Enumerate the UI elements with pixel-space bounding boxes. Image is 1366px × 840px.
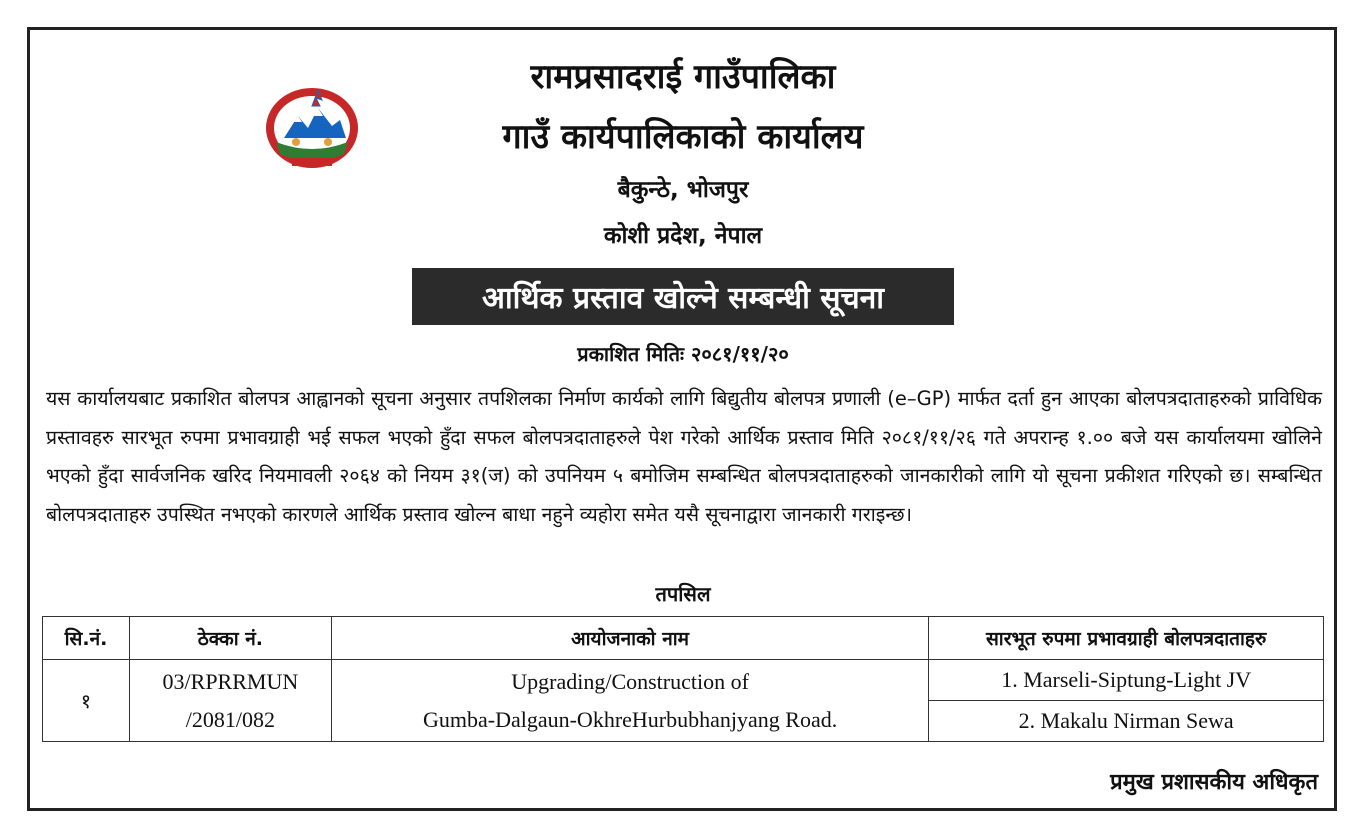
row-project-name (331, 660, 929, 742)
project-line-2: Gumba-Dalgaun-OkhreHurbubhanjyang Road. (422, 706, 838, 732)
signatory: प्रमुख प्रशासकीय अधिकृत (1110, 770, 1318, 795)
project-line-1: Upgrading/Construction of (511, 668, 749, 694)
office-name: गाउँ कार्यपालिकाको कार्यालय (502, 117, 864, 157)
address-line-2: कोशी प्रदेश, नेपाल (603, 223, 763, 249)
row-sn: १ (43, 660, 130, 742)
header-bidders: सारभूत रुपमा प्रभावग्राही बोलपत्रदाताहरु (929, 617, 1324, 660)
header-contract-no: ठेक्का नं. (129, 617, 331, 660)
header-sn: सि.नं. (43, 617, 130, 660)
bidder-2: 2. Makalu Nirman Sewa (929, 701, 1324, 742)
municipality-name: रामप्रसादराई गाउँपालिका (530, 57, 836, 97)
bidder-1: 1. Marseli-Siptung-Light JV (929, 660, 1324, 701)
details-heading: तपसिल (655, 582, 711, 606)
row-contract-no (129, 660, 331, 742)
notice-title: आर्थिक प्रस्ताव खोल्ने सम्बन्धी सूचना (412, 268, 954, 325)
header-project-name: आयोजनाको नाम (331, 617, 929, 660)
bid-table (42, 616, 1324, 742)
table-header-row (43, 617, 1324, 660)
table-row (43, 660, 1324, 701)
address-line-1: बैकुन्ठे, भोजपुर (617, 177, 749, 203)
contract-no-line-2: /2081/082 (185, 706, 275, 732)
contract-no-line-1: 03/RPRRMUN (162, 668, 299, 694)
published-date: प्रकाशित मितिः २०८१/११/२० (577, 342, 789, 366)
notice-body: यस कार्यालयबाट प्रकाशित बोलपत्र आह्वानको सूचना अनुसार तपशिलका निर्माण कार्यको लागि बिद्युतीय बोलपत्र प्रणाली (e–GP) मार्फत दर्ता हुन आएका बोलपत्रदाताहरुको प्राविधिक प्रस्तावहरु सारभूत रुपमा प्रभावग्राही भई सफल भएको हुँदा सफल बोलपत्रदाताहरुले पेश गरेको आर्थिक प्रस्ताव मिति २०८१/११/२६ गते अपरान्ह १.०० बजे यस कार्यालयमा खोलिने भएको हुँदा सार्वजनिक खरिद नियमावली २०६४ को नियम ३१(ज) को उपनियम ५ बमोजिम सम्बन्धित बोलपत्रदाताहरुको जानकारीको लागि यो सूचना प्रकीशत गरिएको छ। सम्बन्धित बोलपत्रदाताहरु उपस्थित नभएको कारणले आर्थिक प्रस्ताव खोल्न बाधा नहुने व्यहोरा समेत यसै सूचनाद्वारा जानकारी गराइन्छ। (46, 387, 1322, 526)
